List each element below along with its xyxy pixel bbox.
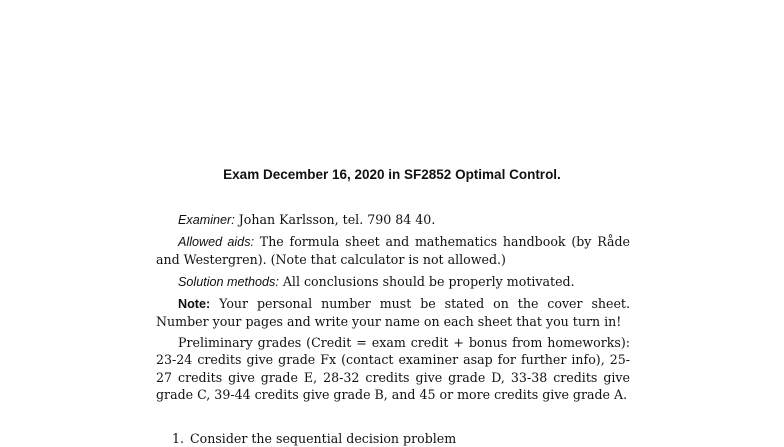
exam-instructions	[156, 211, 630, 407]
examiner-label: Examiner:	[178, 213, 235, 227]
grades-paragraph	[156, 334, 630, 403]
problem-1	[172, 430, 456, 447]
solution-methods-paragraph	[156, 273, 630, 291]
solution-methods-label: Solution methods:	[178, 274, 279, 289]
problem-number: 1.	[172, 431, 185, 446]
note-paragraph	[156, 295, 630, 330]
examiner-text: Johan Karlsson, tel. 790 84 40.	[238, 212, 436, 227]
allowed-aids-label: Allowed aids:	[178, 235, 254, 250]
exam-title: Exam December 16, 2020 in SF2852 Optimal Control.	[223, 167, 561, 182]
examiner-paragraph	[156, 211, 630, 229]
solution-methods-text: All conclusions should be properly motivated.	[282, 273, 575, 289]
grades-text: Preliminary grades (Credit = exam credit + bonus from homeworks): 23-24 credits give grade Fx (contact examiner asap for further info), 25-27 credits give grade E, 28-32 credits give grade D, 33-38 credits give grade C, 39-44 credits give grade B, and 45 or more credits give grade A.	[156, 335, 630, 402]
note-text: Your personal number must be stated on the cover sheet. Number your pages and write your name on each sheet that you turn in!	[156, 295, 630, 330]
note-label: Note:	[178, 296, 211, 311]
allowed-aids-text: The formula sheet and mathematics handbook (by Råde and Westergren). (Note that calculator is not allowed.)	[156, 234, 630, 268]
problem-text: Consider the sequential decision problem	[190, 431, 457, 446]
allowed-aids-paragraph	[156, 233, 630, 268]
